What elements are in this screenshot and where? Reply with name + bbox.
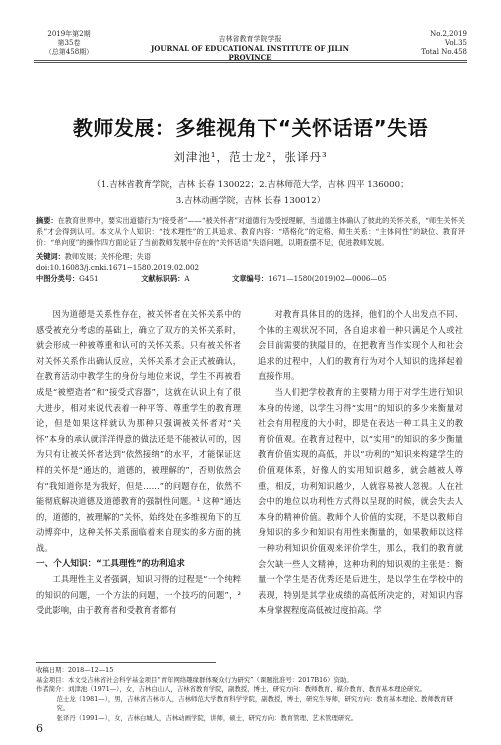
affiliation-line-1: （1.吉林省教育学院，吉林 长春 130022；2.吉林师范大学，吉林 四平 136000； (92, 180, 409, 190)
body-right-column (258, 307, 463, 619)
doi: doi:10.16083/j.cnki.1671−1580.2019.02.002 (36, 263, 200, 272)
header-rule-top (34, 60, 467, 61)
keywords-text: 教师发展；关怀伦理；失语 (64, 252, 152, 261)
abstract (36, 215, 465, 284)
issue-info: 2019年第2期 第35卷 （总第458期） (44, 30, 94, 56)
body-paragraph: 对教育具体目的的选择，他们的个人出发点不同、个体的主观状况不同，各自追求着一种只满足个人或社会目前需要的狭隘目的，在把教育当作实现个人和社会追求的过程中，人们的教育行为对个人知识的选择起着直接作用。 (258, 309, 463, 382)
footnote-rule (36, 662, 216, 663)
abstract-label: 摘要： (36, 216, 58, 225)
article-title: 教师发展：多维视角下“关怀话语”失语 (72, 116, 429, 140)
affiliation-line-2: 3.吉林动画学院，吉林 长春 130012） (175, 196, 326, 206)
article-authors: 刘津池¹，范士龙²，张译丹³ (173, 150, 328, 164)
section-heading: 一、个人知识：“工具理性”的功利追求 (36, 558, 185, 569)
body-left-column (36, 307, 241, 619)
classification: 中图分类号：G451 文献标识码：A 文章编号：1671—1580(2019)02—0006—05 (36, 274, 387, 283)
abstract-text: 在教育世界中，要实出道德行为“接受者”——“被关怀者”对道德行为受授理解，当道德主体确认了彼此的关怀关系，“师生关怀关系”才会得到认可。本文从个人知识：“技术理性”的工具追求、教育内容：“塔格化”的定格、师生关系：“主体间性”的缺位、教育评价：“单向度”的操作四方面论证了当前教师发展中存在的“关怀话语”失语问题，以期查摆不足，促进教师发展。 (36, 216, 465, 247)
keywords (36, 251, 465, 262)
keywords-label: 关键词： (36, 252, 65, 261)
header-rule-bottom (34, 62, 467, 63)
body-paragraph: 当人们把学校教育的主要精力用于对学生进行知识本身的传递，以学生习得“实用”的知识的多少来衡量对社会有用程度的大小时，即是在表达一种工具主义的教育价值观。在教育过程中，以“实用”的知识的多少衡量教育价值实现的高低，并以“功利的”知识来构建学生的价值观体系，好像人的实用知识越多，就会越被人尊重，相反，功利知识越少，人就容易被人忽视。人在社会中的地位以功利性方式得以呈现的时候，就会失去人本身的精神价值。教师个人价值的实现，不是以教师自身知识的多少和知识有用性来衡量的，如果教师以这样一种功利知识价值观来评价学生，那么，我们的教育就会欠缺一些人文精神，这种功利的知识观的主张是：衡量一个学生是否优秀还是后进生，是以学生在学校中的表现，特别是其学业成绩的高低所决定的，对知识内容本身掌握程度高低被过度拍高。学 (258, 386, 463, 616)
footnote: 收稿日期：2018—12—15 基金项目：本文受吉林省社会科学基金项目“青年网络趣缘群体聚众行为研究”（课题批准号：2017B16）资助。 作者简介：刘津池（1971—），女，吉林白山人，吉林省教育学院，副教授，博士，研究方向：教师教育、媒介教育、教育基本理论研究。 范士龙（1981—），男，吉林省吉林市人，吉林师范大学教育科学学院，副教授，博士，研究生导师，研究方向：教育基本理论、教师教育研究。 张译丹（1991—），女，吉林白城人，吉林动画学院，讲师，硕士，研究方向：教育管理、艺术管理研究。 (36, 666, 453, 722)
body-paragraph: 工具理性主义者强调，知识习得的过程是“一个纯粹的知识的问题，一个方法的问题，一个技巧的问题”，² 受此影响，由于教育者和受教育者都有 (36, 574, 241, 616)
volume-info: No.2,2019 Vol.35 Total No.458 (421, 30, 467, 56)
page-number: 6 (36, 722, 43, 735)
journal-name: 吉林省教育学院学报 JOURNAL OF EDUCATIONAL INSTITUTE OF JILIN PROVINCE (150, 35, 350, 62)
body-paragraph: 因为道德是关系性存在，被关怀者在关怀关系中的感受被充分考虑的基础上，确立了双方的关怀关系时，就会形成一种被尊重和认可的关怀关系。只有被关怀者对关怀关系作出确认反应，关怀关系才会正式被确认，在教育活动中教学生的身份与地位来说，学生不再被看成是“被塑造者”和“接受式容器”，这就在认识上有了很大进步，相对来说代表着一种平等、尊重学生的教育理论，但是如果这样就认为那种只强调被关怀者对“关怀”本身的承认就洋洋得意的做法还是不能被认可的，因为只有让被关怀者达到“依然接纳”的水平，才能保证这样的关怀是“通达的，道德的，被理解的”，否则依然会有“我知道你是为我好，但是……”的问题存在，依然不能彻底解决道德及道德教育的强制性问题。¹ 这种“通达的，道德的，被理解的”关怀，始终处在多维视角下的互动博弈中，这种关怀关系面临着来自现实的多方面的挑战。 (36, 309, 241, 553)
